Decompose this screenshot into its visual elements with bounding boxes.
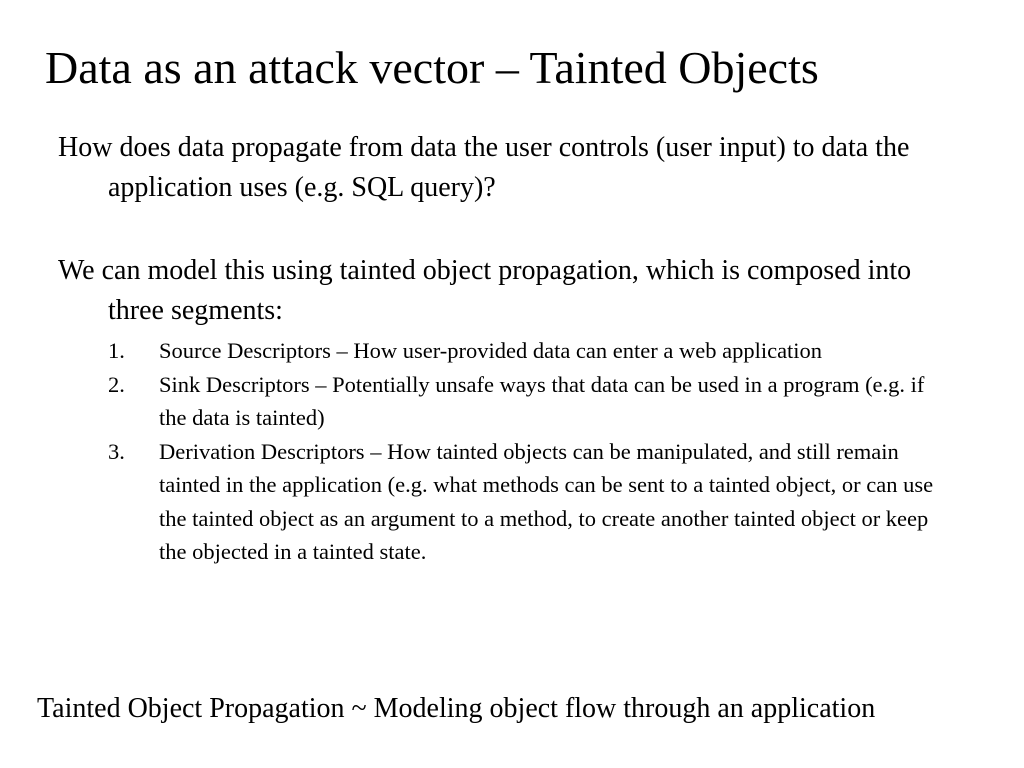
slide-title: Data as an attack vector – Tainted Objects bbox=[45, 42, 819, 93]
segment-list bbox=[108, 334, 938, 569]
question-paragraph: How does data propagate from data the user controls (user input) to data the application uses (e.g. SQL query)? bbox=[58, 132, 910, 203]
list-item bbox=[108, 435, 938, 569]
list-item-number: 2. bbox=[108, 371, 125, 397]
model-paragraph: We can model this using tainted object propagation, which is composed into three segments: bbox=[58, 255, 912, 326]
list-item-number: 3. bbox=[108, 438, 125, 464]
list-item bbox=[108, 368, 938, 435]
list-item-text: Source Descriptors – How user-provided data can enter a web application bbox=[159, 338, 823, 363]
list-item bbox=[108, 334, 938, 368]
footer-caption: Tainted Object Propagation ~ Modeling object flow through an application bbox=[37, 693, 876, 724]
list-item-text: Derivation Descriptors – How tainted objects can be manipulated, and still remain tainted in the application (e.g. what methods can be sent to a tainted object, or can use the tainted object as an argument to a method, to create another tainted object or keep the objected in a tainted state. bbox=[159, 438, 934, 564]
list-item-number: 1. bbox=[108, 338, 125, 363]
list-item-text: Sink Descriptors – Potentially unsafe ways that data can be used in a program (e.g. if the data is tainted) bbox=[159, 371, 925, 430]
